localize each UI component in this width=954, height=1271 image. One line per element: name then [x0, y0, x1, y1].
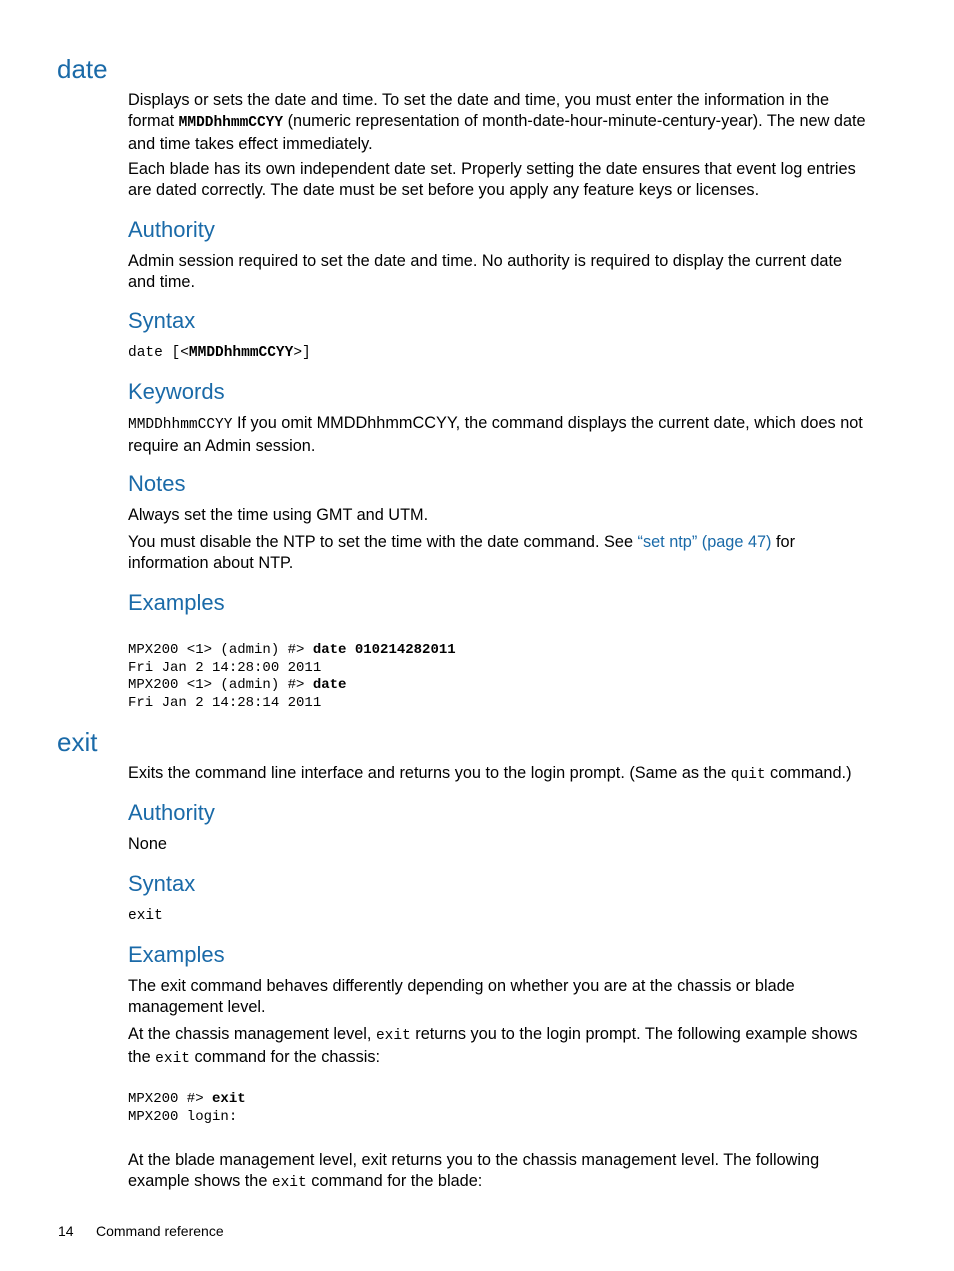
date-example-code-block [128, 642, 456, 713]
date-syntax-heading: Syntax [128, 308, 196, 333]
set-ntp-link[interactable]: “set ntp” (page 47) [637, 533, 772, 551]
exit-intro-paragraph: Exits the command line interface and returns you to the login prompt. (Same as the quit command.) [128, 764, 852, 783]
exit-examples-paragraph-1: The exit command behaves differently depending on whether you are at the chassis or blade management level. [128, 977, 795, 1016]
exit-authority-text: None [128, 835, 167, 853]
date-authority-heading: Authority [128, 217, 215, 242]
exit-section-title: exit [57, 727, 98, 757]
code-line: MPX200 <1> (admin) #> date [128, 677, 347, 694]
code-line: Fri Jan 2 14:28:00 2011 [128, 659, 322, 676]
date-intro-paragraph-1: Displays or sets the date and time. To set the date and time, you must enter the information in the format MMDDhhmmCCYY (numeric representation of month-date-hour-minute-century-year). The new date and time takes effect immediately. [128, 91, 866, 153]
date-notes-paragraph-1: Always set the time using GMT and UTM. [128, 506, 429, 524]
date-keywords-heading: Keywords [128, 379, 225, 404]
keyword-code: MMDDhhmmCCYY [128, 417, 233, 433]
page-number: 14 [58, 1223, 74, 1239]
exit-examples-paragraph-2: At the chassis management level, exit returns you to the login prompt. The following example shows the exit command for the chassis: [128, 1025, 858, 1067]
date-syntax-line: date [<MMDDhhmmCCYY>] [128, 345, 311, 361]
date-notes-paragraph-2: You must disable the NTP to set the time with the date command. See “set ntp” (page 47) for information about NTP. [128, 533, 796, 572]
code-line: MPX200 <1> (admin) #> date 010214282011 [128, 642, 456, 658]
exit-syntax-line: exit [128, 908, 163, 924]
exit-examples-paragraph-3: At the blade management level, exit returns you to the chassis management level. The following example shows the exit command for the blade: [128, 1151, 820, 1191]
date-section-title: date [57, 54, 108, 84]
syntax-argument: MMDDhhmmCCYY [188, 345, 294, 361]
format-code: MMDDhhmmCCYY [178, 115, 284, 131]
quit-code: quit [730, 767, 766, 783]
date-authority-text: Admin session required to set the date and time. No authority is required to display the current date and time. [128, 252, 843, 291]
exit-examples-heading: Examples [128, 942, 225, 967]
page-footer [58, 1222, 224, 1240]
date-intro-paragraph-2: Each blade has its own independent date set. Properly setting the date ensures that event log entries are dated correctly. The date must be set before you apply any feature keys or licenses. [128, 160, 856, 199]
code-line: MPX200 login: [128, 1108, 238, 1125]
code-line: MPX200 #> exit [128, 1091, 246, 1107]
date-keyword-description: MMDDhhmmCCYY If you omit MMDDhhmmCCYY, the command displays the current date, which does not require an Admin session. [128, 414, 863, 455]
code-line: Fri Jan 2 14:28:14 2011 [128, 695, 322, 712]
exit-syntax-heading: Syntax [128, 871, 196, 896]
exit-example-code-block [128, 1091, 246, 1126]
footer-section-title: Command reference [96, 1223, 224, 1239]
exit-authority-heading: Authority [128, 800, 215, 825]
date-examples-heading: Examples [128, 590, 225, 615]
date-notes-heading: Notes [128, 471, 186, 496]
